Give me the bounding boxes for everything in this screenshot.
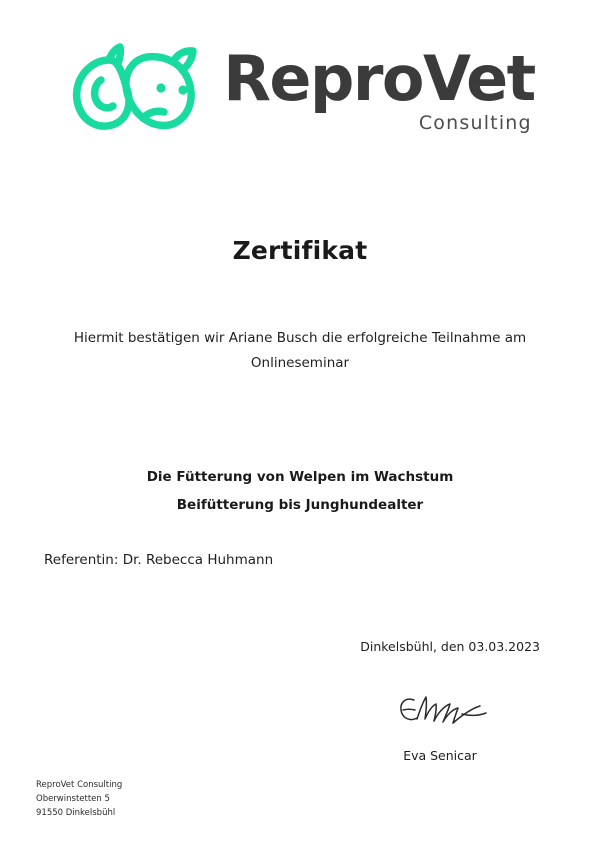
footer-company: ReproVet Consulting	[36, 779, 123, 790]
dog-cat-head-outline-icon	[65, 38, 205, 142]
footer-street: Oberwinstetten 5	[36, 793, 110, 804]
brand-tagline: Consulting	[418, 111, 532, 134]
seminar-title	[50, 463, 550, 520]
speaker-line: Referentin: Dr. Rebecca Huhmann	[44, 552, 274, 568]
intro-line-1: Hiermit bestätigen wir Ariane Busch die erfolgreiche Teilnahme am	[73, 330, 527, 346]
intro-line-2: Onlineseminar	[250, 354, 350, 371]
page-title: Zertifikat	[232, 236, 368, 265]
brand-wordmark	[223, 41, 535, 134]
place-and-date: Dinkelsbühl, den 03.03.2023	[360, 639, 540, 654]
seminar-line-1: Die Fütterung von Welpen im Wachstum	[146, 469, 454, 485]
footer-address	[36, 778, 122, 820]
certificate-intro	[60, 326, 540, 376]
brand-name: ReproVet	[223, 41, 535, 115]
brand-logo	[0, 30, 600, 150]
signer-name: Eva Senicar	[403, 748, 477, 763]
footer-city: 91550 Dinkelsbühl	[36, 807, 116, 818]
seminar-line-2: Beifütterung bis Junghundealter	[176, 497, 424, 514]
handwritten-signature-icon	[392, 690, 512, 736]
